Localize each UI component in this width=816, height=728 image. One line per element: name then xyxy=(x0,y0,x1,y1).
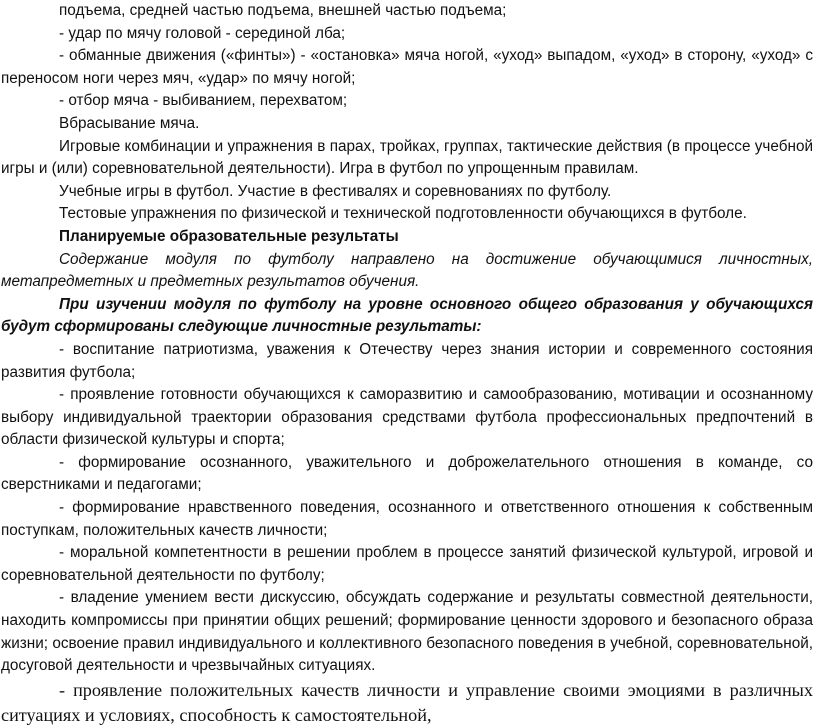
paragraph-training-games: Учебные игры в футбол. Участие в фестивалях и соревнованиях по футболу. xyxy=(59,182,612,200)
paragraph-header-kick: - удар по мячу головой - серединой лба; xyxy=(59,24,346,42)
list-item-moral-competence: - моральной компетентности в решении проблем в процессе занятий физической культурой, игровой и соревновательной деятельности по футболу; xyxy=(1,544,813,584)
paragraph-module-content: Содержание модуля по футболу направлено на достижение обучающимися личностных, метапредметных и предметных результатов обучения. xyxy=(1,250,813,291)
list-item-self-development: - проявление готовности обучающихся к саморазвитию и самообразованию, мотивации и осознанному выбору индивидуальной траектории образования средствами футбола профессиональных предпочтений в области физической культуры и спорта; xyxy=(1,386,813,449)
paragraph-feints: - обманные движения («финты») - «остановка» мяча ногой, «уход» выпадом, «уход» в сторону, «уход» с переносом ноги через мяч, «удар» по мячу ногой; xyxy=(1,47,813,87)
paragraph-tackling: - отбор мяча - выбиванием, перехватом; xyxy=(59,92,348,110)
section-heading-planned-results: Планируемые образовательные результаты xyxy=(59,227,399,245)
list-item-discussion-skills: - владение умением вести дискуссию, обсуждать содержание и результаты совместной деятельности, находить компромиссы при принятии общих решений; формирование ценности здорового и безопасного образа жизни; освоение правил индивидуального и коллективного безопасного поведения в учебной, соревновательной, досуговой деятельности и чрезвычайных ситуациях. xyxy=(1,589,813,675)
list-item-moral-behavior: - формирование нравственного поведения, осознанного и ответственного отношения к собственным поступкам, положительных качеств личности; xyxy=(1,499,813,539)
paragraph-throw-in: Вбрасывание мяча. xyxy=(59,114,200,132)
list-item-positive-qualities: - проявление положительных качеств личности и управление своими эмоциями в различных ситуациях и условиях, способность к самостоятельной, xyxy=(1,679,813,725)
paragraph-personal-results-intro: При изучении модуля по футболу на уровне основного общего образования у обучающихся будут сформированы следующие личностные результаты: xyxy=(1,295,813,336)
paragraph-kick-technique-end: подъема, средней частью подъема, внешней частью подъема; xyxy=(59,2,507,19)
list-item-patriotism: - воспитание патриотизма, уважения к Отечеству через знания истории и современного состояния развития футбола; xyxy=(1,340,813,381)
paragraph-game-combinations: Игровые комбинации и упражнения в парах, тройках, группах, тактические действия (в процессе учебной игры и (или) соревновательной деятельности). Игра в футбол по упрощенным правилам. xyxy=(1,137,813,178)
list-item-team-attitude: - формирование осознанного, уважительного и доброжелательного отношения в команде, со сверстниками и педагогами; xyxy=(1,453,813,494)
paragraph-test-exercises: Тестовые упражнения по физической и технической подготовленности обучающихся в футболе. xyxy=(59,205,747,223)
